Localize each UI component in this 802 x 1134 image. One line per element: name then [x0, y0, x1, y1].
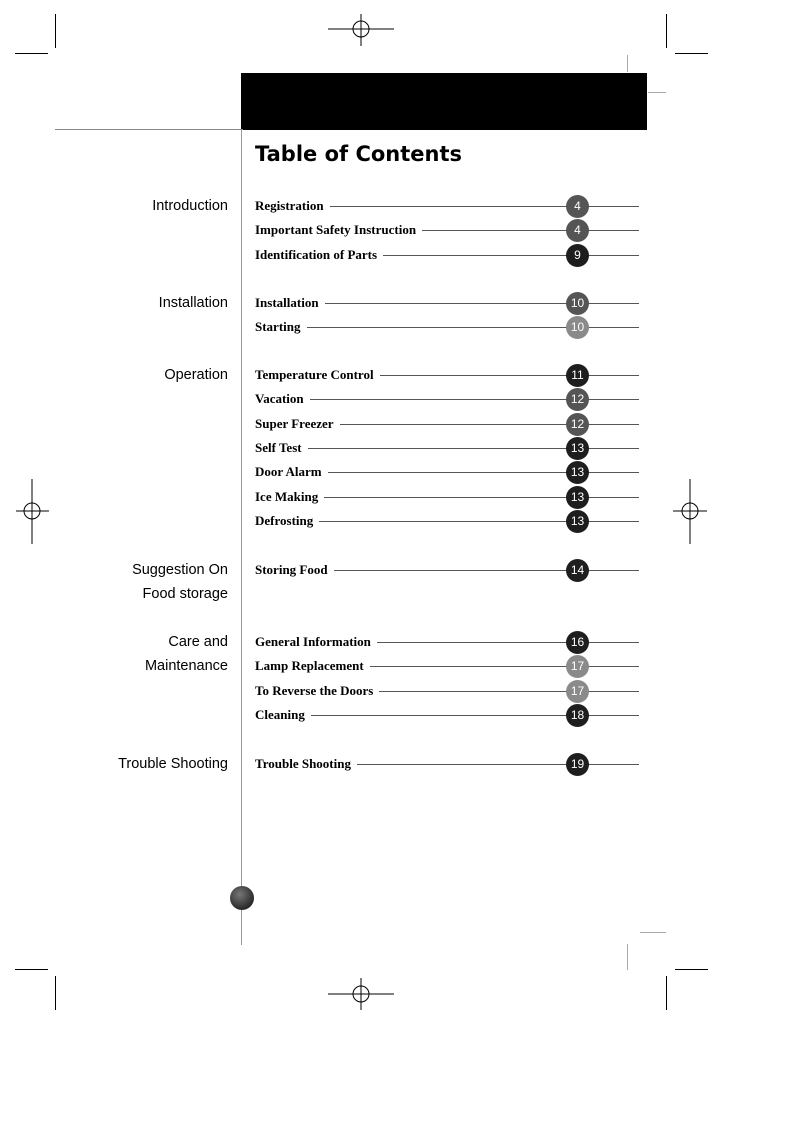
section-label: Installation [158, 295, 228, 311]
page-number-badge: 13 [566, 510, 589, 533]
toc-entry[interactable] [255, 485, 639, 509]
toc-entry[interactable] [255, 291, 639, 315]
toc-entry[interactable] [255, 315, 639, 339]
section-label: Maintenance [144, 658, 228, 674]
toc-entry-title: Trouble Shooting [255, 752, 357, 776]
page-number-badge: 4 [566, 195, 589, 218]
toc-entry[interactable] [255, 509, 639, 533]
section-label: Suggestion On [132, 562, 228, 578]
page-number-badge: 18 [566, 704, 589, 727]
page-number-badge: 13 [566, 461, 589, 484]
registration-target-icon [328, 978, 394, 1010]
column-divider [241, 130, 242, 945]
toc-entry[interactable] [255, 387, 639, 411]
page-dot-icon [230, 886, 254, 910]
toc-entry[interactable] [255, 194, 639, 218]
toc-entry-title: Vacation [255, 387, 310, 411]
toc-entry-title: Lamp Replacement [255, 654, 370, 678]
page-number-badge: 14 [566, 559, 589, 582]
section-label: Food storage [142, 586, 228, 602]
toc-entry[interactable] [255, 679, 639, 703]
toc-entry[interactable] [255, 243, 639, 267]
toc-entry-title: General Information [255, 630, 377, 654]
toc-entry[interactable] [255, 752, 639, 776]
toc-entry[interactable] [255, 630, 639, 654]
header-bar [241, 73, 647, 130]
page-number-badge: 17 [566, 680, 589, 703]
toc-entry-title: Identification of Parts [255, 243, 383, 267]
toc-entry-title: Temperature Control [255, 363, 380, 387]
registration-target-icon [328, 14, 394, 46]
page-number-badge: 10 [566, 292, 589, 315]
toc-entry[interactable] [255, 654, 639, 678]
toc-entry-title: Registration [255, 194, 330, 218]
page-number-badge: 12 [566, 388, 589, 411]
toc-entry[interactable] [255, 436, 639, 460]
section-label: Care and [168, 634, 228, 650]
toc-entry-title: Door Alarm [255, 460, 328, 484]
page-number-badge: 12 [566, 413, 589, 436]
registration-target-icon [16, 479, 49, 544]
toc-entry-title: Cleaning [255, 703, 311, 727]
toc-entry[interactable] [255, 218, 639, 242]
page-number-badge: 19 [566, 753, 589, 776]
section-label: Introduction [152, 198, 228, 214]
section-label: Trouble Shooting [118, 756, 228, 772]
toc-entry-title: Starting [255, 315, 307, 339]
toc-entry-title: To Reverse the Doors [255, 679, 379, 703]
toc-entry[interactable] [255, 703, 639, 727]
toc-entry[interactable] [255, 363, 639, 387]
registration-target-icon [673, 479, 707, 544]
page-number-badge: 10 [566, 316, 589, 339]
page-number-badge: 13 [566, 486, 589, 509]
toc-entry-title: Important Safety Instruction [255, 218, 422, 242]
page-number-badge: 11 [566, 364, 589, 387]
page-number-badge: 4 [566, 219, 589, 242]
toc-entry-title: Defrosting [255, 509, 319, 533]
toc-entry-title: Super Freezer [255, 412, 340, 436]
toc-entry-title: Storing Food [255, 558, 334, 582]
toc-entry[interactable] [255, 460, 639, 484]
toc-entry[interactable] [255, 558, 639, 582]
page-number-badge: 16 [566, 631, 589, 654]
page-number-badge: 9 [566, 244, 589, 267]
header-rule [55, 129, 243, 130]
toc-entry[interactable] [255, 412, 639, 436]
toc-entry-title: Installation [255, 291, 325, 315]
toc-entry-title: Ice Making [255, 485, 324, 509]
toc-entry-title: Self Test [255, 436, 308, 460]
page-number-badge: 17 [566, 655, 589, 678]
section-label: Operation [164, 367, 228, 383]
page-number-badge: 13 [566, 437, 589, 460]
page-title: Table of Contents [255, 142, 463, 166]
